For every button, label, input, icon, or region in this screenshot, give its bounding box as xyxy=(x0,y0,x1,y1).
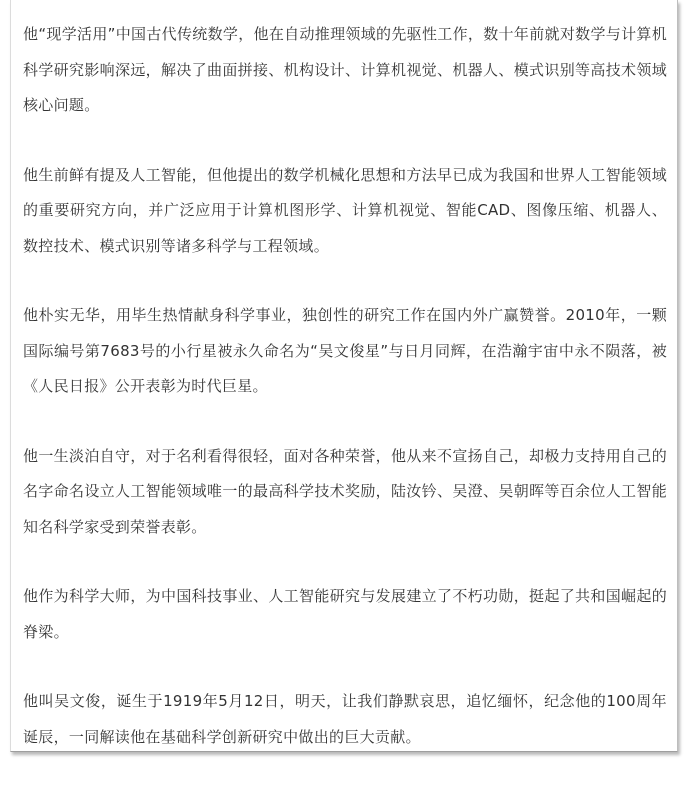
article-container xyxy=(10,0,678,752)
paragraph-2: 他生前鲜有提及人工智能，但他提出的数学机械化思想和方法早已成为我国和世界人工智能领域的重要研究方向，并广泛应用于计算机图形学、计算机视觉、智能CAD、图像压缩、机器人、数控技术、模式识别等诸多科学与工程领域。 xyxy=(23,165,667,255)
paragraph-5: 他作为科学大师，为中国科技事业、人工智能研究与发展建立了不朽功勋，挺起了共和国崛起的脊梁。 xyxy=(23,587,667,641)
paragraph-4: 他一生淡泊自守，对于名利看得很轻，面对各种荣誉，他从来不宣扬自己，却极力支持用自己的名字命名设立人工智能领域唯一的最高科学技术奖励，陆汝钤、吴澄、吴朝晖等百余位人工智能知名科学家受到荣誉表彰。 xyxy=(23,446,667,536)
paragraph-1: 他“现学活用”中国古代传统数学，他在自动推理领域的先驱性工作，数十年前就对数学与计算机科学研究影响深远，解决了曲面拼接、机构设计、计算机视觉、机器人、模式识别等高技术领域核心问题。 xyxy=(23,25,667,114)
paragraph-6: 他叫吴文俊，诞生于1919年5月12日，明天，让我们静默哀思，追忆缅怀，纪念他的100周年诞辰，一同解读他在基础科学创新研究中做出的巨大贡献。 xyxy=(23,692,667,746)
paragraph-3: 他朴实无华，用毕生热情献身科学事业，独创性的研究工作在国内外广赢赞誉。2010年，一颗国际编号第7683号的小行星被永久命名为“吴文俊星”与日月同辉，在浩瀚宇宙中永不陨落，被《人民日报》公开表彰为时代巨星。 xyxy=(23,306,667,395)
article-body xyxy=(23,17,667,789)
